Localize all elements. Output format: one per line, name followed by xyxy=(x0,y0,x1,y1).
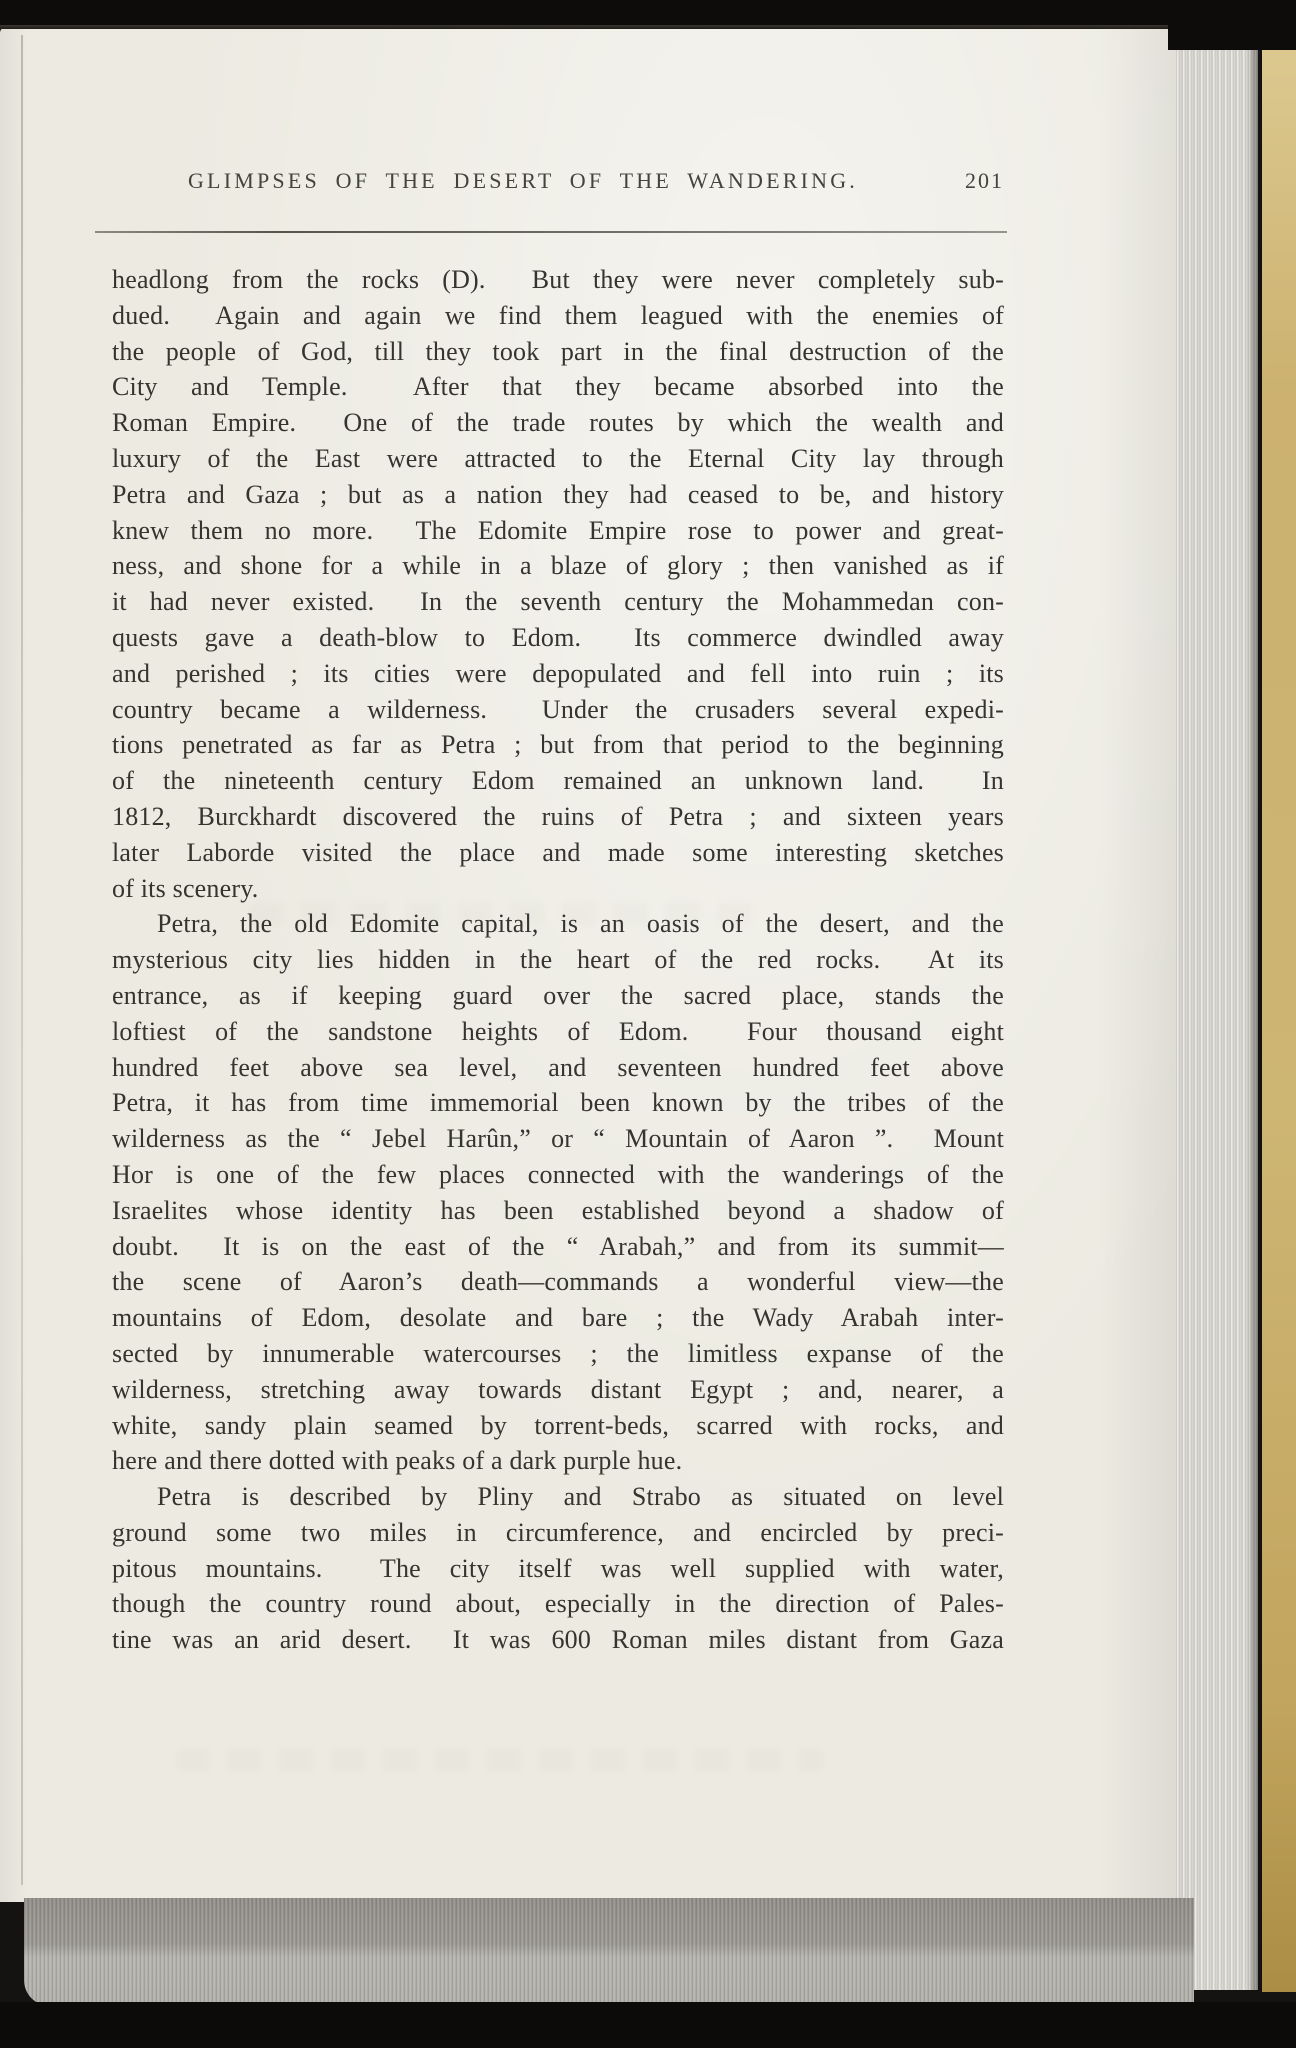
text-line: here and there dotted with peaks of a dark purple hue. xyxy=(112,1446,683,1476)
text-line: tions penetrated as far as Petra ; but from that period to the beginning xyxy=(112,730,1004,760)
text-line: Petra is described by Pliny and Strabo as situated on level xyxy=(157,1482,1004,1512)
text-line: and perished ; its cities were depopulated and fell into ruin ; its xyxy=(112,658,1004,688)
text-line: white, sandy plain seamed by torrent-beds, scarred with rocks, and xyxy=(112,1410,1004,1440)
text-line: it had never existed. In the seventh century the Mohammedan con- xyxy=(112,587,1004,617)
text-line: Petra, it has from time immemorial been known by the tribes of the xyxy=(112,1088,1004,1118)
text-line: mountains of Edom, desolate and bare ; the Wady Arabah inter- xyxy=(112,1303,1004,1333)
text-line: the people of God, till they took part in the final destruction of the xyxy=(112,336,1004,366)
page-gutter-crease xyxy=(21,35,23,1885)
text-line: dued. Again and again we find them leagued with the enemies of xyxy=(112,300,1004,330)
text-line: hundred feet above sea level, and seventeen hundred feet above xyxy=(112,1052,1004,1082)
text-line: the scene of Aaron’s death—commands a wonderful view—the xyxy=(112,1267,1004,1297)
text-line: later Laborde visited the place and made some interesting sketches xyxy=(112,837,1004,867)
text-line: country became a wilderness. Under the crusaders several expedi- xyxy=(112,694,1004,724)
background-bottom-band xyxy=(0,2002,1296,2048)
bleedthrough-text-ghost xyxy=(175,1748,825,1772)
text-line: Israelites whose identity has been established beyond a shadow of xyxy=(112,1195,1004,1225)
text-line: entrance, as if keeping guard over the sacred place, stands the xyxy=(112,980,1004,1010)
text-line: though the country round about, especially in the direction of Pales- xyxy=(112,1589,1004,1619)
text-line: City and Temple. After that they became absorbed into the xyxy=(112,372,1004,402)
text-line: headlong from the rocks (D). But they were never completely sub- xyxy=(112,265,1004,294)
text-line: Hor is one of the few places connected with the wanderings of the xyxy=(112,1159,1004,1189)
text-line: 1812, Burckhardt discovered the ruins of Petra ; and sixteen years xyxy=(112,801,1004,831)
text-line: pitous mountains. The city itself was well supplied with water, xyxy=(112,1553,1004,1583)
text-line: knew them no more. The Edomite Empire rose to power and great- xyxy=(112,515,1004,545)
background-top-band xyxy=(0,0,1296,25)
text-line: wilderness, stretching away towards distant Egypt ; and, nearer, a xyxy=(112,1374,1004,1404)
text-line: sected by innumerable watercourses ; the limitless expanse of the xyxy=(112,1338,1004,1368)
background-top-right xyxy=(1168,0,1296,50)
text-line: ness, and shone for a while in a blaze of glory ; then vanished as if xyxy=(112,551,1004,581)
text-line: of its scenery. xyxy=(112,873,259,903)
running-head xyxy=(112,168,1004,196)
text-line: wilderness as the “ Jebel Harûn,” or “ Mountain of Aaron ”. Mount xyxy=(112,1124,1004,1154)
text-line: Roman Empire. One of the trade routes by which the wealth and xyxy=(112,408,1004,438)
header-rule xyxy=(95,231,1007,233)
body-text xyxy=(112,262,1004,1658)
text-line: loftiest of the sandstone heights of Edom. Four thousand eight xyxy=(112,1016,1004,1046)
page-number: 201 xyxy=(965,168,1004,193)
text-line: Petra and Gaza ; but as a nation they had ceased to be, and history xyxy=(112,479,1004,509)
text-line: tine was an arid desert. It was 600 Roman miles distant from Gaza xyxy=(112,1625,1004,1655)
text-line: mysterious city lies hidden in the heart of the red rocks. At its xyxy=(112,945,1004,975)
text-line: ground some two miles in circumference, and encircled by preci- xyxy=(112,1517,1004,1547)
running-head-title: GLIMPSES OF THE DESERT OF THE WANDERING. xyxy=(187,168,859,193)
fore-edge-tan-strip xyxy=(1262,42,1296,1992)
text-line: doubt. It is on the east of the “ Arabah,” and from its summit— xyxy=(112,1231,1004,1261)
text-line: luxury of the East were attracted to the Eternal City lay through xyxy=(112,443,1004,473)
page-top-edge xyxy=(0,25,1296,29)
stacked-page-edges-right xyxy=(1176,28,1258,1990)
text-line: quests gave a death-blow to Edom. Its commerce dwindled away xyxy=(112,622,1004,652)
text-line: Petra, the old Edomite capital, is an oasis of the desert, and the xyxy=(157,909,1004,939)
text-line: of the nineteenth century Edom remained an unknown land. In xyxy=(112,766,1004,796)
stacked-page-edges-bottom xyxy=(24,1898,1194,2006)
